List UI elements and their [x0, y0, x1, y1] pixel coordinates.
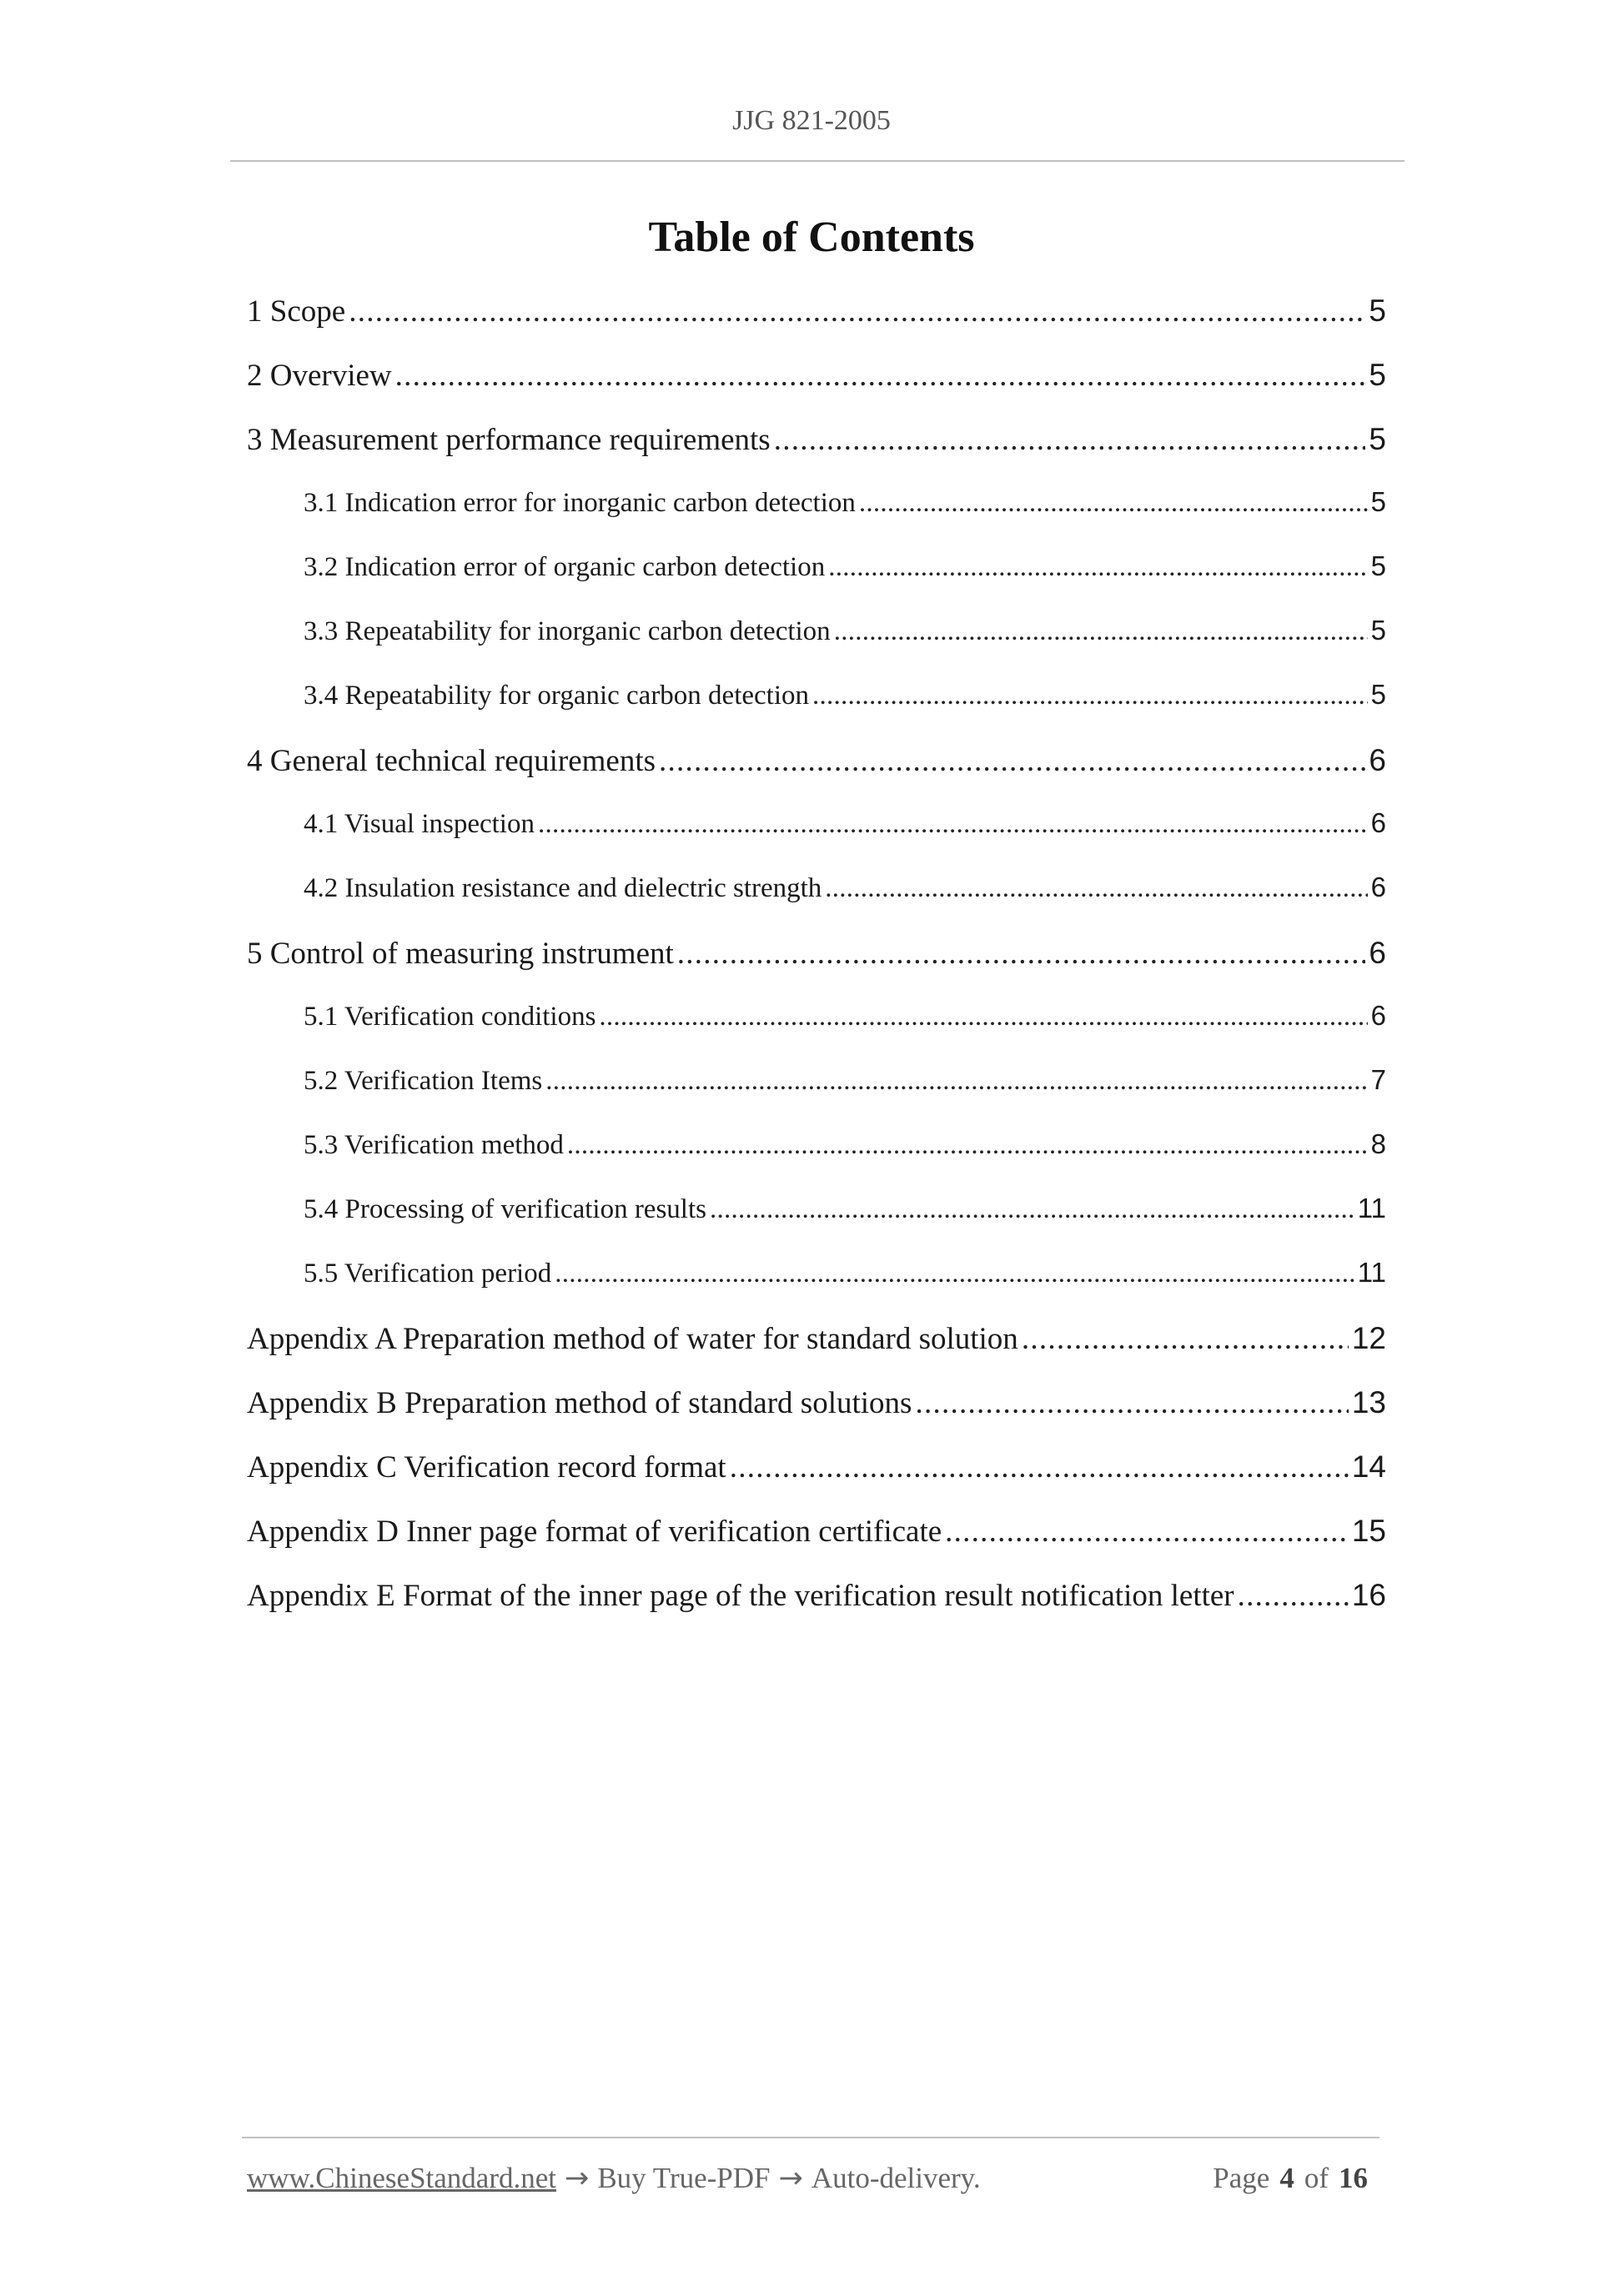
- toc-subentry[interactable]: [247, 679, 1386, 743]
- toc-entry-page: 5: [1370, 486, 1386, 517]
- toc-entry-title: 3.3 Repeatability for inorganic carbon detection: [304, 616, 831, 646]
- dot-leader: [599, 1002, 1367, 1032]
- dot-leader: [1238, 1578, 1349, 1614]
- toc-entry-page: 6: [1369, 936, 1386, 970]
- toc-entry-page: 15: [1351, 1514, 1386, 1548]
- toc-subentry[interactable]: [247, 807, 1386, 872]
- toc-entry-page: 5: [1369, 358, 1386, 392]
- toc-entry[interactable]: [247, 1385, 1386, 1449]
- toc-entry[interactable]: [247, 1578, 1386, 1642]
- toc-entry-title: 5.4 Processing of verification results: [304, 1194, 706, 1224]
- dot-leader: [545, 1066, 1367, 1097]
- dot-leader: [834, 616, 1368, 647]
- dot-leader: [915, 1385, 1348, 1421]
- toc-entry[interactable]: [247, 294, 1386, 358]
- toc-entry-title: 5.5 Verification period: [304, 1259, 552, 1289]
- toc-entry-page: 13: [1351, 1385, 1386, 1419]
- running-header: JJG 821-2005: [732, 105, 891, 136]
- toc-entry-page: 5: [1370, 679, 1386, 710]
- dot-leader: [828, 552, 1367, 583]
- toc-entry[interactable]: [247, 743, 1386, 807]
- footer-divider: [242, 2137, 1379, 2138]
- dot-leader: [710, 1194, 1354, 1225]
- toc-entry-page: 6: [1370, 1000, 1386, 1031]
- toc-entry-title: Appendix C Verification record format: [247, 1450, 726, 1485]
- toc-subentry[interactable]: [247, 872, 1386, 936]
- toc-entry[interactable]: [247, 1321, 1386, 1385]
- toc-subentry[interactable]: [247, 1128, 1386, 1193]
- dot-leader: [730, 1449, 1349, 1485]
- current-page: 4: [1279, 2162, 1294, 2194]
- toc-entry-title: Appendix B Preparation method of standard solutions: [247, 1386, 912, 1420]
- toc-entry-page: 11: [1357, 1257, 1386, 1288]
- page-label: Page: [1213, 2162, 1270, 2194]
- toc-entry-page: 6: [1370, 807, 1386, 838]
- buy-true-pdf-text: Buy True-PDF: [597, 2162, 771, 2194]
- dot-leader: [659, 743, 1365, 779]
- footer-promo: [247, 2162, 981, 2195]
- toc-entry-title: 3 Measurement performance requirements: [247, 423, 771, 457]
- dot-leader: [859, 488, 1368, 519]
- toc-entry-page: 12: [1351, 1321, 1386, 1355]
- page-of-label: of: [1304, 2162, 1329, 2194]
- arrow-right-icon: →: [565, 2162, 590, 2195]
- toc-entry-page: 11: [1357, 1193, 1386, 1223]
- header-divider: [230, 160, 1404, 162]
- toc-entry-title: 2 Overview: [247, 359, 392, 393]
- toc-entry-title: Appendix E Format of the inner page of the verification result notification letter: [247, 1579, 1234, 1613]
- dot-leader: [677, 936, 1366, 972]
- toc-entry-title: 3.4 Repeatability for organic carbon detection: [304, 681, 810, 711]
- toc-entry-page: 5: [1369, 422, 1386, 456]
- auto-delivery-text: Auto-delivery.: [811, 2162, 981, 2194]
- arrow-right-icon: →: [778, 2162, 803, 2195]
- toc-entry-page: 16: [1351, 1578, 1386, 1612]
- toc-title: Table of Contents: [648, 214, 975, 261]
- toc-entry-title: 5.3 Verification method: [304, 1130, 564, 1160]
- dot-leader: [774, 422, 1366, 458]
- toc-entry-page: 14: [1351, 1449, 1386, 1484]
- toc-entry-page: 6: [1370, 872, 1386, 902]
- toc-entry-page: 5: [1369, 294, 1386, 328]
- dot-leader: [555, 1259, 1354, 1289]
- toc-entry-title: 5.2 Verification Items: [304, 1066, 543, 1096]
- toc-list: [247, 294, 1386, 1642]
- toc-entry-title: Appendix D Inner page format of verification certificate: [247, 1515, 942, 1549]
- toc-entry-page: 5: [1370, 550, 1386, 581]
- dot-leader: [1022, 1321, 1349, 1357]
- toc-entry-title: 1 Scope: [247, 294, 346, 329]
- toc-subentry[interactable]: [247, 1064, 1386, 1128]
- toc-subentry[interactable]: [247, 550, 1386, 615]
- toc-entry[interactable]: [247, 1449, 1386, 1514]
- toc-subentry[interactable]: [247, 1000, 1386, 1064]
- toc-entry-title: Appendix A Preparation method of water for standard solution: [247, 1322, 1018, 1356]
- dot-leader: [812, 681, 1368, 711]
- dot-leader: [567, 1130, 1368, 1161]
- dot-leader: [945, 1514, 1349, 1550]
- toc-entry-title: 3.2 Indication error of organic carbon detection: [304, 552, 826, 582]
- toc-entry-page: 8: [1370, 1128, 1386, 1159]
- page-footer: [247, 2162, 1378, 2195]
- toc-subentry[interactable]: [247, 1257, 1386, 1321]
- total-pages: 16: [1339, 2162, 1368, 2194]
- toc-entry[interactable]: [247, 358, 1386, 422]
- dot-leader: [349, 294, 1365, 329]
- toc-entry-page: 5: [1370, 615, 1386, 646]
- toc-entry-page: 6: [1369, 743, 1386, 777]
- toc-entry[interactable]: [247, 1514, 1386, 1578]
- toc-entry-title: 4.2 Insulation resistance and dielectric strength: [304, 873, 822, 903]
- toc-entry-title: 5.1 Verification conditions: [304, 1002, 596, 1032]
- page-number: [1213, 2162, 1378, 2195]
- toc-entry-title: 5 Control of measuring instrument: [247, 937, 674, 971]
- toc-entry-title: 4 General technical requirements: [247, 744, 656, 778]
- toc-subentry[interactable]: [247, 615, 1386, 679]
- toc-entry-page: 7: [1370, 1064, 1386, 1095]
- toc-entry[interactable]: [247, 936, 1386, 1000]
- dot-leader: [538, 809, 1368, 840]
- website-link[interactable]: www.ChineseStandard.net: [247, 2162, 556, 2194]
- dot-leader: [395, 358, 1366, 394]
- toc-entry[interactable]: [247, 422, 1386, 486]
- toc-subentry[interactable]: [247, 1193, 1386, 1257]
- toc-entry-title: 4.1 Visual inspection: [304, 809, 535, 839]
- toc-entry-title: 3.1 Indication error for inorganic carbon detection: [304, 488, 856, 518]
- dot-leader: [825, 873, 1367, 904]
- toc-subentry[interactable]: [247, 486, 1386, 550]
